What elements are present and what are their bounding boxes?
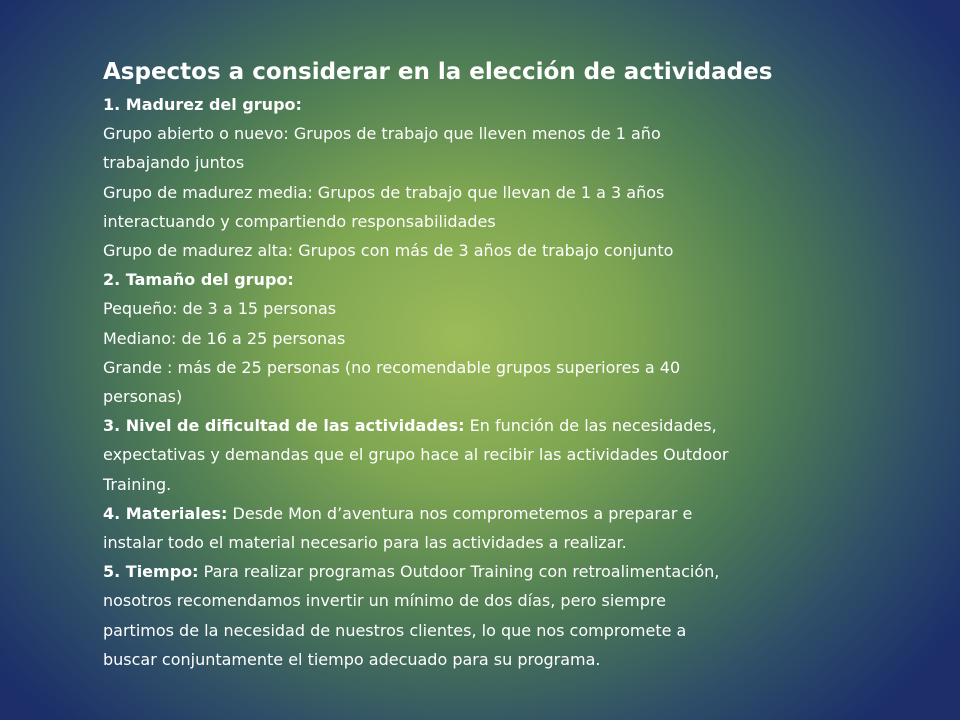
body-line-heading: 5. Tiempo: bbox=[103, 562, 199, 582]
body-line-text: Grupo de madurez media: Grupos de trabajo que llevan de 1 a 3 años bbox=[103, 182, 665, 202]
body-line-text: personas) bbox=[103, 387, 183, 407]
body-line-text: Grupo abierto o nuevo: Grupos de trabajo que lleven menos de 1 año bbox=[103, 124, 661, 144]
body-line-text: expectativas y demandas que el grupo hace al recibir las actividades Outdoor bbox=[103, 445, 729, 465]
slide-content bbox=[103, 54, 923, 674]
body-line bbox=[103, 265, 923, 294]
body-line-text: Grupo de madurez alta: Grupos con más de 3 años de trabajo conjunto bbox=[103, 241, 674, 261]
body-line-text: interactuando y compartiendo responsabilidades bbox=[103, 211, 496, 231]
body-line bbox=[103, 645, 923, 674]
body-line-text: Training. bbox=[103, 474, 172, 494]
body-line bbox=[103, 411, 923, 440]
body-line bbox=[103, 586, 923, 615]
body-line bbox=[103, 353, 923, 382]
body-line-text: instalar todo el material necesario para las actividades a realizar. bbox=[103, 533, 627, 553]
body-line-text: buscar conjuntamente el tiempo adecuado para su programa. bbox=[103, 649, 601, 669]
body-line bbox=[103, 119, 923, 148]
body-line bbox=[103, 470, 923, 499]
body-line-text: Pequeño: de 3 a 15 personas bbox=[103, 299, 337, 319]
body-line bbox=[103, 440, 923, 469]
body-line-text: Para realizar programas Outdoor Training con retroalimentación, bbox=[198, 562, 720, 582]
body-line bbox=[103, 207, 923, 236]
body-line-text: Mediano: de 16 a 25 personas bbox=[103, 328, 346, 348]
body-line bbox=[103, 148, 923, 177]
body-line-text: partimos de la necesidad de nuestros clientes, lo que nos compromete a bbox=[103, 620, 687, 640]
body-line bbox=[103, 324, 923, 353]
body-line-text: Grande : más de 25 personas (no recomendable grupos superiores a 40 bbox=[103, 357, 681, 377]
body-line bbox=[103, 616, 923, 645]
body-line bbox=[103, 294, 923, 323]
body-line-text: En función de las necesidades, bbox=[464, 416, 717, 436]
body-line-text: nosotros recomendamos invertir un mínimo de dos días, pero siempre bbox=[103, 591, 666, 611]
body-line bbox=[103, 90, 923, 119]
body-line-text: trabajando juntos bbox=[103, 153, 245, 173]
body-line-heading: 4. Materiales: bbox=[103, 503, 228, 523]
body-line-heading: 3. Nivel de dificultad de las actividades: bbox=[103, 416, 465, 436]
body-line bbox=[103, 382, 923, 411]
body-line-heading: 1. Madurez del grupo: bbox=[103, 95, 302, 114]
slide-title: Aspectos a considerar en la elección de actividades bbox=[103, 59, 773, 85]
body-line bbox=[103, 557, 923, 586]
body-line bbox=[103, 178, 923, 207]
body-line bbox=[103, 528, 923, 557]
body-line bbox=[103, 499, 923, 528]
slide-body bbox=[103, 90, 923, 674]
body-line-heading: 2. Tamaño del grupo: bbox=[103, 270, 294, 290]
body-line bbox=[103, 236, 923, 265]
body-line-text: Desde Mon d’aventura nos comprometemos a preparar e bbox=[227, 503, 693, 523]
